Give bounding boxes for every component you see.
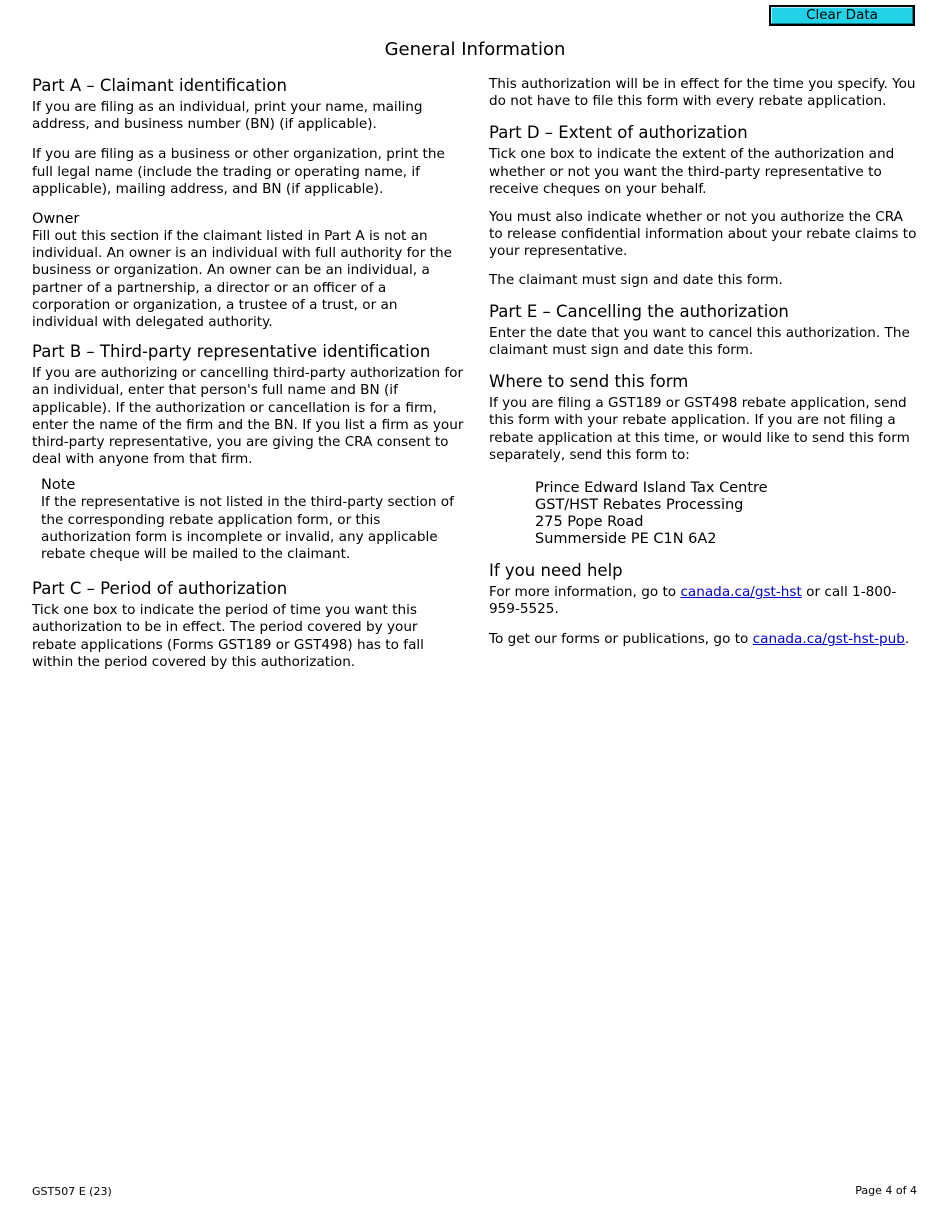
help-paragraph-1: For more information, go to canada.ca/gst-hst or call 1-800-959-5525. xyxy=(489,584,897,618)
part-e-heading: Part E – Cancelling the authorization xyxy=(489,301,789,321)
address-line: Summerside PE C1N 6A2 xyxy=(535,531,717,548)
part-e-section xyxy=(489,302,919,359)
part-d-paragraph-2: You must also indicate whether or not you authorize the CRA to release confidential information about your rebate claims to your representative. xyxy=(489,209,917,260)
part-b-heading: Part B – Third-party representative identification xyxy=(32,342,431,362)
where-to-send-section xyxy=(489,372,919,548)
address-line: Prince Edward Island Tax Centre xyxy=(535,480,768,497)
where-to-send-paragraph: If you are filing a GST189 or GST498 rebate application, send this form with your rebate application. If you are not filing a rebate application at this time, or would like to send this form separately, send this form to: xyxy=(489,395,910,463)
owner-paragraph: Fill out this section if the claimant listed in Part A is not an individual. An owner is an individual with full authority for the business or organization. An owner can be an individual, a partner of a partnership, a director or an officer of a corporation or organization, a trustee of a trust, or an individual with delegated authority. xyxy=(32,228,452,331)
part-a-heading: Part A – Claimant identification xyxy=(32,76,287,95)
part-d-paragraph-3: The claimant must sign and date this form. xyxy=(489,271,783,288)
part-c-paragraph-2: This authorization will be in effect for the time you specify. You do not have to file this form with every rebate application. xyxy=(489,76,916,110)
part-c-heading: Part C – Period of authorization xyxy=(32,579,288,599)
part-a-paragraph-2: If you are filing as a business or other organization, print the full legal name (include the trading or operating name, if applicable), mailing address, and BN (if applicable). xyxy=(32,146,445,197)
part-d-paragraph-1: Tick one box to indicate the extent of the authorization and whether or not you want the third-party representative to receive cheques on your behalf. xyxy=(489,146,895,197)
help-section xyxy=(489,561,919,649)
page-title: General Information xyxy=(384,39,566,60)
part-a-paragraph-1: If you are filing as an individual, print your name, mailing address, and business number (BN) (if applicable). xyxy=(32,99,423,133)
where-to-send-heading: Where to send this form xyxy=(489,372,689,392)
help-heading: If you need help xyxy=(489,561,623,581)
left-column xyxy=(32,76,464,671)
part-d-section xyxy=(489,123,919,288)
part-c-paragraph-1: Tick one box to indicate the period of time you want this authorization to be in effect. The period covered by your rebate applications (Forms GST189 or GST498) has to fall within the period covered by this authorization. xyxy=(32,602,424,670)
part-d-heading: Part D – Extent of authorization xyxy=(489,123,748,143)
note-heading: Note xyxy=(41,477,76,494)
part-e-paragraph: Enter the date that you want to cancel this authorization. The claimant must sign and date this form. xyxy=(489,324,910,359)
form-identifier: GST507 E (23) xyxy=(32,1185,112,1198)
help-paragraph-2: To get our forms or publications, go to canada.ca/gst-hst-pub. xyxy=(489,631,910,648)
page-number: Page 4 of 4 xyxy=(855,1184,917,1197)
mailing-address xyxy=(535,480,919,548)
note-box xyxy=(41,477,464,563)
part-b-section xyxy=(32,342,464,563)
clear-data-button[interactable]: Clear Data xyxy=(769,5,915,26)
gst-hst-link[interactable]: canada.ca/gst-hst xyxy=(680,584,802,601)
note-paragraph: If the representative is not listed in the third-party section of the corresponding rebate application form, or this authorization form is incomplete or invalid, any applicable rebate cheque will be mailed to the claimant. xyxy=(41,494,454,563)
part-b-paragraph: If you are authorizing or cancelling third-party authorization for an individual, enter that person's full name and BN (if applicable). If the authorization or cancellation is for a firm, enter the name of the firm and the BN. If you list a firm as your third-party representative, you are giving the CRA consent to deal with anyone from that firm. xyxy=(32,365,464,468)
part-a-section xyxy=(32,76,464,331)
part-c-section xyxy=(32,579,464,671)
address-line: GST/HST Rebates Processing xyxy=(535,497,744,514)
right-column xyxy=(489,76,919,649)
address-line: 275 Pope Road xyxy=(535,514,644,531)
owner-heading: Owner xyxy=(32,211,80,228)
gst-hst-pub-link[interactable]: canada.ca/gst-hst-pub xyxy=(752,631,905,648)
